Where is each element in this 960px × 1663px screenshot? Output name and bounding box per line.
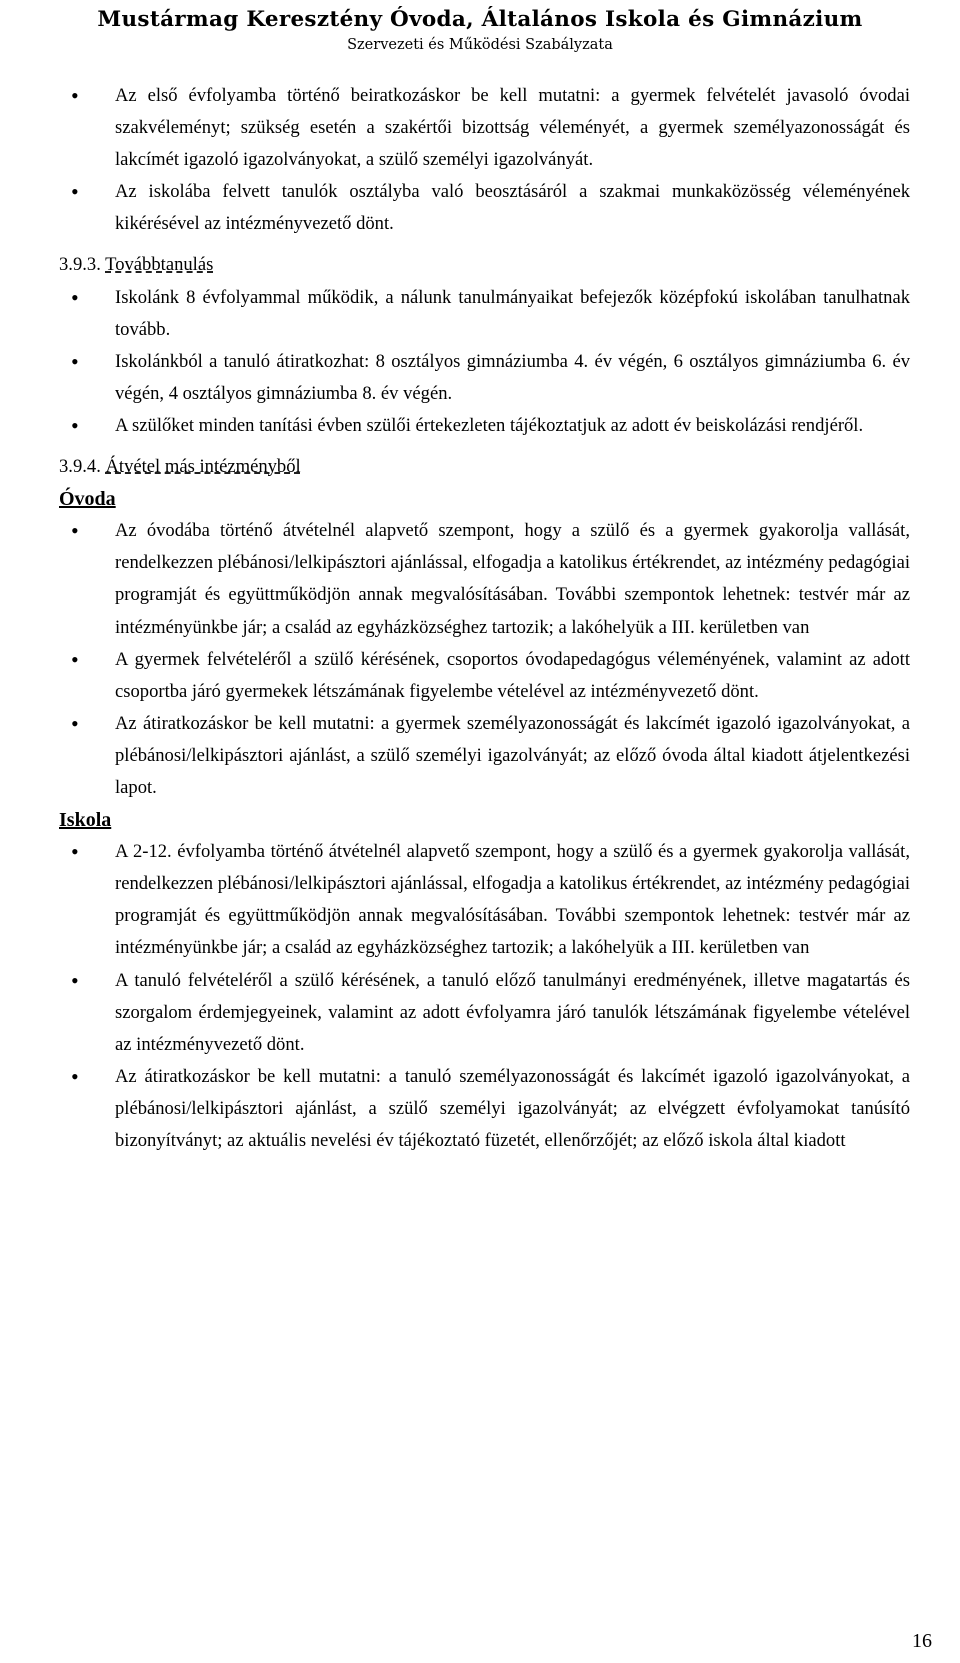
list-item: • Az óvodába történő átvételnél alapvető szempont, hogy a szülő és a gyermek gyakorolja vallását, rendelkezzen plébánosi/lelkipásztori ajánlással, elfogadja a katolikus értékrendet, az intézmény pedagógiai programját és együttműködjön annak megvalósításában. További szempontok lehetnek: testvér már az intézményünkbe jár; a család az egyházközséghez tartozik; a lakóhelyük a III. kerületben van (59, 515, 910, 643)
list-item: • Az átiratkozáskor be kell mutatni: a tanuló személyazonosságát és lakcímét igazoló igazolványokat, a plébánosi/lelkipásztori ajánlást, a szülő személyi igazolványát; az elvégzett évfolyamokat tanúsító bizonyítványt; az aktuális nevelési év tájékoztató füzetét, ellenőrzőjét; az előző iskola által kiadott (59, 1061, 910, 1157)
intro-list (59, 80, 910, 240)
list-item: • Az első évfolyamba történő beiratkozáskor be kell mutatni: a gyermek felvételét javasoló óvodai szakvéleményt; szükség esetén a szakértői bizottság véleményét, a gyermek személyazonosságát és lakcímét igazoló igazolványokat, a szülő személyi igazolványát. (59, 80, 910, 176)
document-body (59, 80, 910, 1157)
page-header (0, 0, 960, 55)
list-item: • Az átiratkozáskor be kell mutatni: a gyermek személyazonosságát és lakcímét igazoló igazolványokat, a plébánosi/lelkipásztori ajánlást, a szülő személyi igazolványát; az előző óvoda által kiadott átjelentkezési lapot. (59, 708, 910, 804)
document-title: Mustármag Keresztény Óvoda, Általános Iskola és Gimnázium (97, 7, 863, 32)
section-title: Átvétel más intézményből (105, 456, 301, 478)
list-item: • Az iskolába felvett tanulók osztályba való beosztásáról a szakmai munkaközösség véleményének kikérésével az intézményvezető dönt. (59, 176, 910, 240)
list-item: • Iskolánkból a tanuló átiratkozhat: 8 osztályos gimnáziumba 4. év végén, 6 osztályos gimnáziumba 6. év végén, 4 osztályos gimnáziumba 8. év végén. (59, 346, 910, 410)
list-item: • A gyermek felvételéről a szülő kérésének, csoportos óvodapedagógus véleményének, valamint az adott csoportba járó gyermekek létszámának figyelembe vételével az intézményvezető dönt. (59, 644, 910, 708)
subheading-ovoda: Óvoda (59, 488, 116, 511)
list-item: • A 2-12. évfolyamba történő átvételnél alapvető szempont, hogy a szülő és a gyermek gyakorolja vallását, rendelkezzen plébánosi/lelkipásztori ajánlással, elfogadja a katolikus értékrendet, az intézmény pedagógiai programját és együttműködjön annak megvalósításában. További szempontok lehetnek: testvér már az intézményünkbe jár; a család az egyházközséghez tartozik; a lakóhelyük a III. kerületben van (59, 836, 910, 964)
list-item: • Iskolánk 8 évfolyammal működik, a nálunk tanulmányaikat befejezők középfokú iskolában tanulhatnak tovább. (59, 282, 910, 346)
section-number: 3.9.4. (59, 456, 101, 478)
section-heading-3-9-4 (59, 451, 910, 483)
continuing-education-list (59, 282, 910, 442)
document-subtitle: Szervezeti és Működési Szabályzata (347, 37, 613, 53)
kindergarten-transfer-list (59, 515, 910, 804)
section-title: Továbbtanulás (105, 254, 214, 276)
page-number: 16 (912, 1630, 932, 1652)
list-item: • A tanuló felvételéről a szülő kérésének, a tanuló előző tanulmányi eredményének, illetve magatartás és szorgalom érdemjegyeinek, valamint az adott évfolyamra járó tanulók létszámának figyelembe vételével az intézményvezető dönt. (59, 965, 910, 1061)
subheading-iskola: Iskola (59, 809, 112, 832)
section-number: 3.9.3. (59, 254, 101, 276)
section-heading-3-9-3 (59, 249, 910, 281)
list-item: • A szülőket minden tanítási évben szülői értekezleten tájékoztatjuk az adott év beiskolázási rendjéről. (59, 410, 910, 442)
school-transfer-list (59, 836, 910, 1157)
